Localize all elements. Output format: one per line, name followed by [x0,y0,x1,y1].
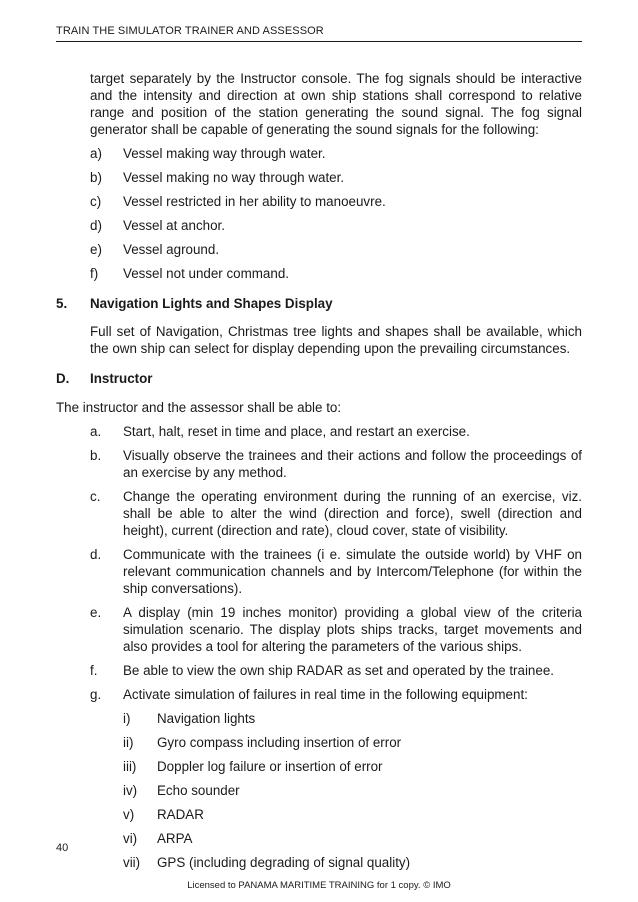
list-item [56,265,582,282]
sub-list-item-label: ii) [123,735,134,750]
sub-list-item-label: vi) [123,831,138,846]
sub-list-item-text: Doppler log failure or insertion of error [157,759,383,774]
list-item-text: Vessel restricted in her ability to manoeuvre. [123,194,386,209]
list-item-text: Activate simulation of failures in real time in the following equipment: [123,687,528,702]
list-item-label: c) [90,194,102,209]
list-item-label: d. [90,547,102,562]
sub-list-item-text: Navigation lights [157,711,256,726]
license-footer: Licensed to PANAMA MARITIME TRAINING for 1 copy. © IMO [187,880,451,891]
list-item-text: Start, halt, reset in time and place, and restart an exercise. [123,424,470,439]
sub-list-item-text: GPS (including degrading of signal quality) [157,855,411,870]
sub-list-item [56,758,582,775]
section-number: 5. [56,296,68,311]
list-item-text: Vessel not under command. [123,266,289,281]
list-item [56,193,582,210]
list-item [56,145,582,162]
section-heading [56,295,582,312]
list-item-label: e. [90,605,102,620]
list-item-text: Vessel aground. [123,242,220,257]
section-heading [56,370,582,387]
list-item-label: b) [90,170,102,185]
list-item [56,423,582,440]
list-item-label: a) [90,146,102,161]
page-number: 40 [56,842,69,854]
sub-list-item [56,734,582,751]
sub-list-item [56,830,582,847]
list-item-label: f. [90,663,98,678]
sub-list-item [56,782,582,799]
sub-list-item-label: i) [123,711,131,726]
sub-list-item-label: v) [123,807,135,822]
list-item-label: e) [90,242,102,257]
page-body [56,70,582,871]
list-item [56,546,582,597]
list-item-label: f) [90,266,99,281]
list-item-text: Be able to view the own ship RADAR as set and operated by the trainee. [123,663,554,678]
list-item-label: b. [90,448,102,463]
list-item-label: c. [90,489,101,504]
list-item [56,169,582,186]
list-item [56,241,582,258]
list-item-label: d) [90,218,102,233]
section-title: Navigation Lights and Shapes Display [90,296,333,311]
list-item [56,604,582,655]
sub-list-item [56,710,582,727]
list-item [56,662,582,679]
list-item [56,686,582,703]
running-header: TRAIN THE SIMULATOR TRAINER AND ASSESSOR [56,25,582,42]
sub-list-item-label: iv) [123,783,138,798]
list-item-text: Vessel making way through water. [123,146,326,161]
list-item-label: g. [90,687,102,702]
sub-list-item-label: vii) [123,855,141,870]
list-item-label: a. [90,424,102,439]
section-intro: The instructor and the assessor shall be able to: [56,400,342,415]
section-paragraph: Full set of Navigation, Christmas tree lights and shapes shall be available, which the own ship can select for display depending upon the prevailing circumstances. [90,324,582,356]
sub-list-item [56,806,582,823]
section-number: D. [56,371,70,386]
list-item-text: Vessel making no way through water. [123,170,345,185]
list-item-text: Change the operating environment during the running of an exercise, viz. shall be able to alter the wind (direction and force), swell (direction and height), current (direction and rate), cloud cover, state of visibility. [123,489,582,538]
list-item [56,488,582,539]
sub-list-item-text: RADAR [157,807,204,822]
sub-list-item-text: Gyro compass including insertion of error [157,735,402,750]
sub-list-item [56,854,582,871]
list-item-text: Visually observe the trainees and their actions and follow the proceedings of an exercise by any method. [123,448,582,480]
sub-list-item-label: iii) [123,759,137,774]
list-item [56,217,582,234]
list-item [56,447,582,481]
section-title: Instructor [90,371,153,386]
list-item-text: Communicate with the trainees (i e. simulate the outside world) by VHF on relevant communication channels and by Intercom/Telephone (for within the ship conversations). [123,547,582,596]
sub-list-item-text: Echo sounder [157,783,240,798]
instructor-list [56,423,582,703]
list-item-text: Vessel at anchor. [123,218,225,233]
intro-paragraph: target separately by the Instructor console. The fog signals should be interactive and the intensity and direction at own ship stations shall correspond to relative range and position of the station generating the sound signal. The fog signal generator shall be capable of generating the sound signals for the following: [90,71,582,137]
sub-list-item-text: ARPA [157,831,193,846]
fog-signal-list [56,145,582,282]
list-item-text: A display (min 19 inches monitor) providing a global view of the criteria simulation scenario. The display plots ships tracks, target movements and also provides a tool for altering the parameters of the various ships. [123,605,582,654]
failure-list [56,710,582,871]
